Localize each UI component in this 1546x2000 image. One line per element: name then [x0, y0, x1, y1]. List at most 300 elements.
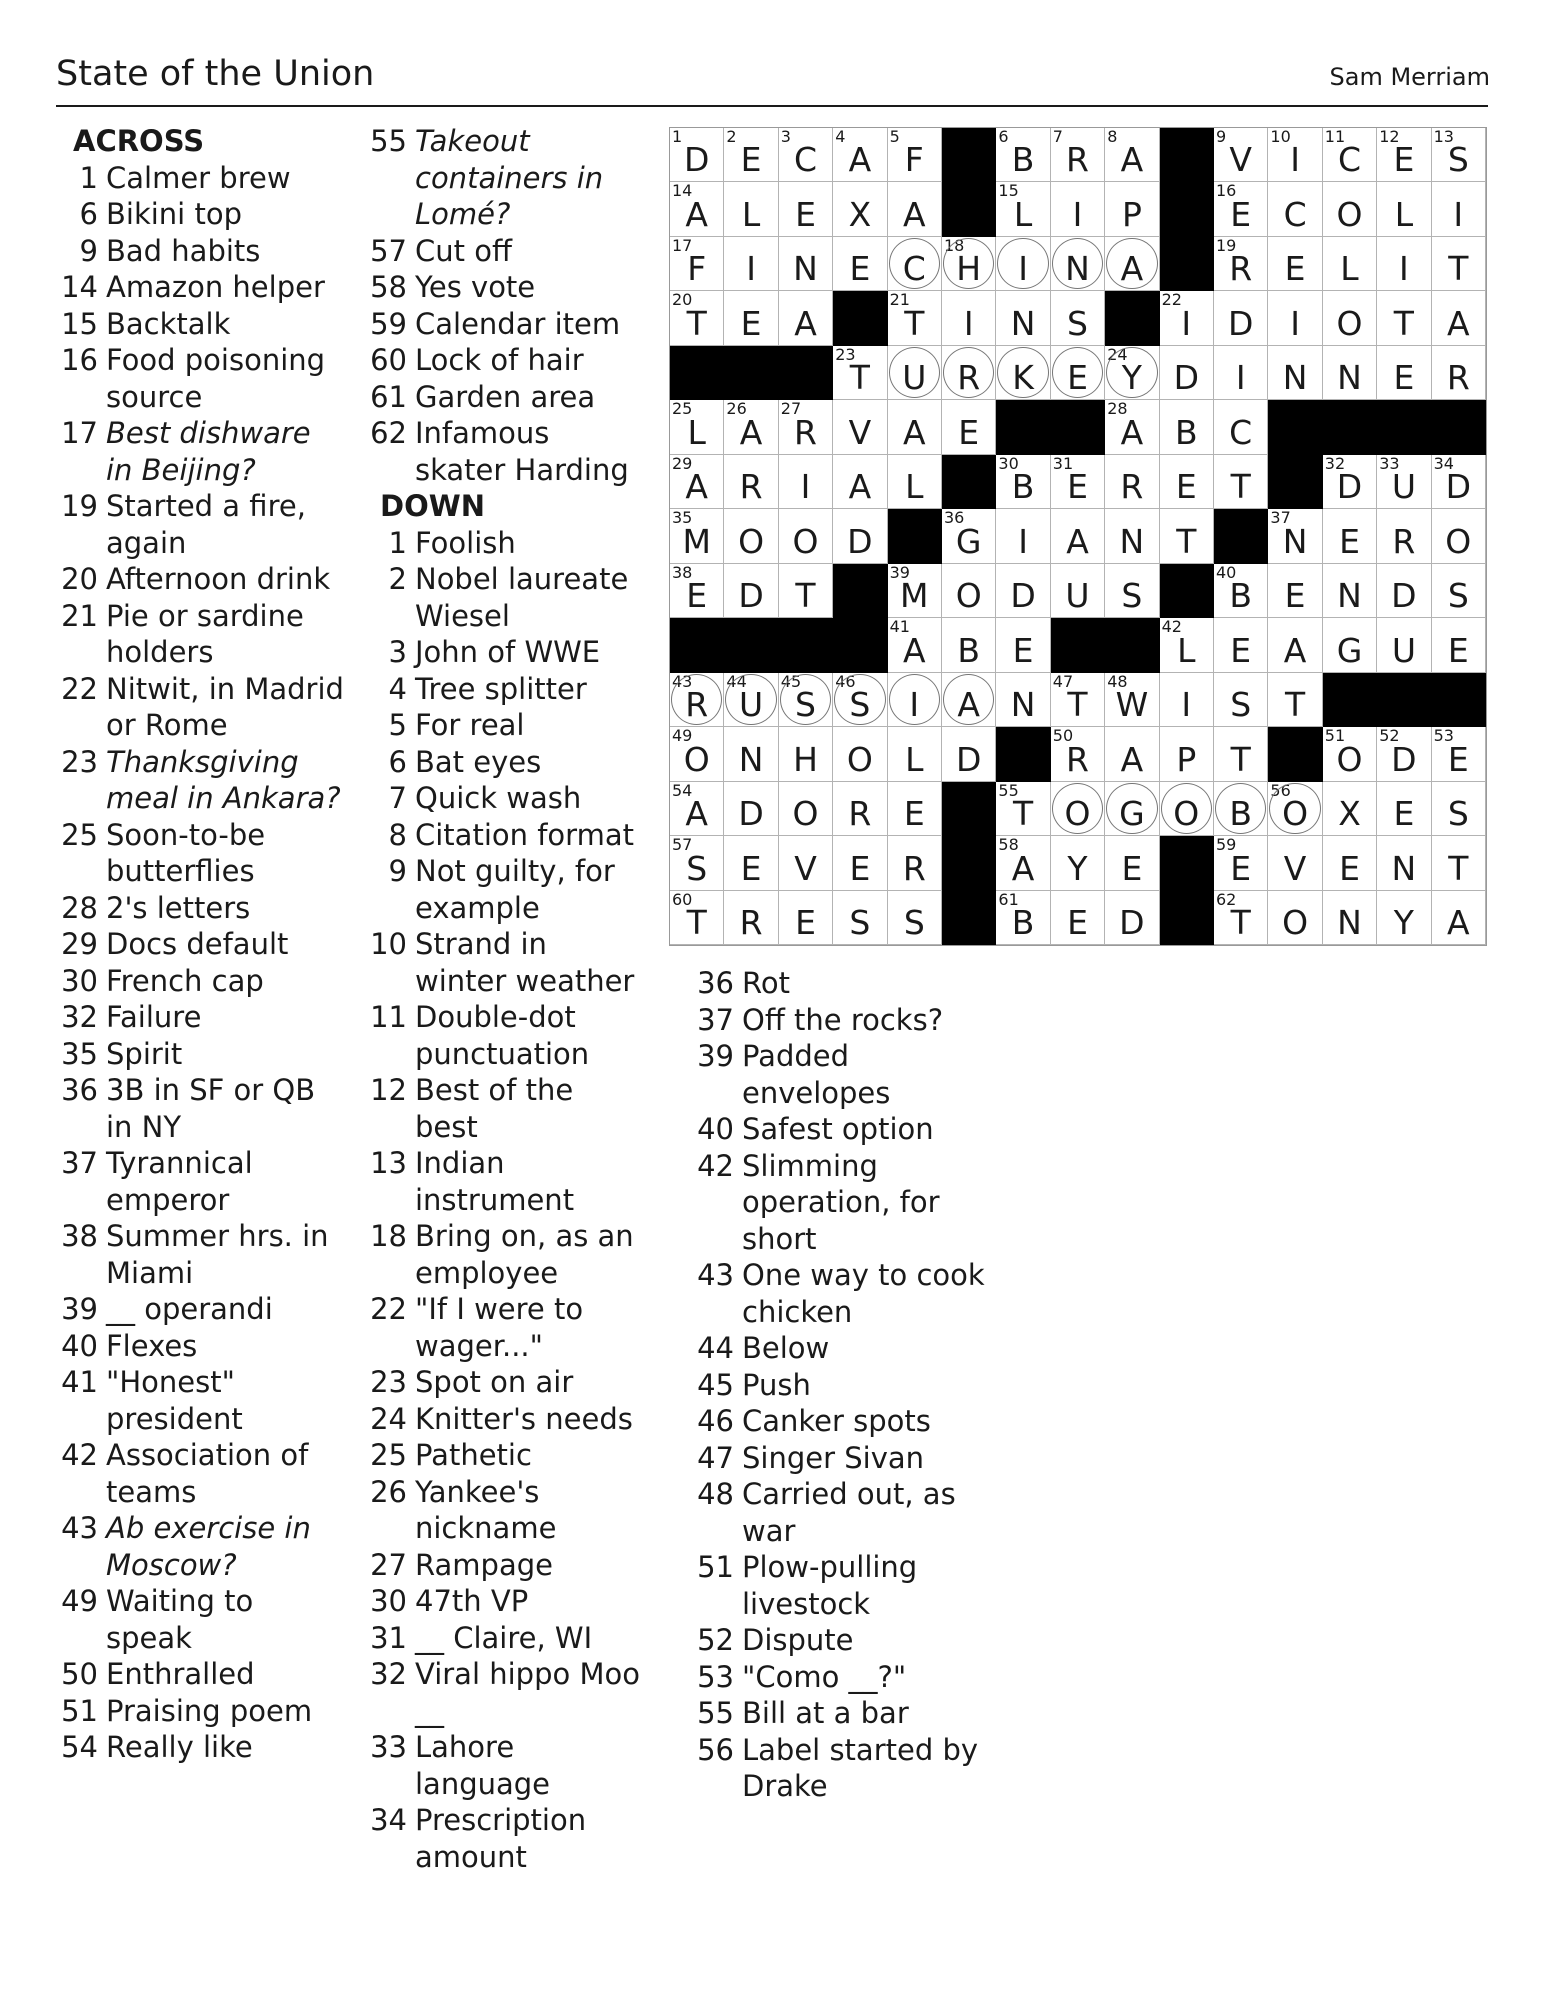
cell-letter: L — [1394, 194, 1414, 234]
grid-cell[interactable] — [1160, 291, 1214, 345]
grid-cell[interactable] — [1214, 727, 1268, 781]
grid-cell[interactable] — [1051, 182, 1105, 236]
across-clue-41 — [56, 1364, 346, 1437]
grid-cell[interactable] — [1214, 891, 1268, 945]
cell-letter: D — [683, 140, 710, 180]
grid-cell[interactable] — [1105, 128, 1159, 182]
grid-cell[interactable] — [942, 673, 996, 727]
grid-cell[interactable] — [833, 509, 887, 563]
grid-cell[interactable] — [1268, 182, 1322, 236]
cell-number: 5 — [889, 127, 900, 146]
cell-letter: K — [1012, 358, 1034, 398]
grid-cell[interactable] — [1214, 618, 1268, 672]
grid-cell[interactable] — [1377, 891, 1431, 945]
grid-cell[interactable] — [1268, 291, 1322, 345]
cell-letter: U — [1065, 576, 1090, 616]
grid-cell[interactable] — [670, 891, 724, 945]
grid-cell[interactable] — [1214, 182, 1268, 236]
grid-cell[interactable] — [1214, 346, 1268, 400]
grid-cell[interactable] — [996, 782, 1050, 836]
grid-cell[interactable] — [724, 564, 778, 618]
cell-letter: E — [1393, 140, 1415, 180]
clue-text: Amazon helper — [106, 270, 325, 304]
grid-cell[interactable] — [1323, 782, 1377, 836]
grid-cell[interactable] — [779, 782, 833, 836]
across-clue-43 — [56, 1510, 346, 1583]
cell-number: 40 — [1216, 562, 1237, 582]
grid-cell[interactable] — [1051, 782, 1105, 836]
clue-text: Praising poem — [106, 1693, 313, 1728]
grid-cell[interactable] — [724, 400, 778, 454]
grid-cell[interactable] — [1105, 509, 1159, 563]
cell-letter: E — [795, 903, 816, 942]
grid-cell[interactable] — [1160, 673, 1214, 727]
grid-cell[interactable] — [1214, 836, 1268, 890]
grid-cell[interactable] — [670, 509, 724, 563]
grid-cell[interactable] — [724, 182, 778, 236]
grid-cell[interactable] — [724, 291, 778, 345]
clue-number: 40 — [61, 1328, 98, 1363]
grid-cell[interactable] — [888, 782, 942, 836]
grid-cell[interactable] — [833, 455, 887, 509]
cell-number: 3 — [780, 127, 791, 146]
cell-letter: P — [1176, 739, 1197, 779]
cell-number: 28 — [1107, 399, 1128, 419]
grid-cell[interactable] — [1323, 237, 1377, 291]
black-square — [1268, 727, 1322, 781]
clue-text: Carried out, as war — [742, 1477, 956, 1548]
down-clue-10 — [365, 926, 645, 999]
cell-letter: I — [1181, 685, 1192, 725]
grid-cell[interactable] — [1214, 128, 1268, 182]
grid-cell[interactable] — [1323, 346, 1377, 400]
cell-number: 34 — [1433, 453, 1454, 473]
grid-cell[interactable] — [1432, 128, 1486, 182]
grid-cell[interactable] — [724, 891, 778, 945]
grid-cell[interactable] — [1105, 455, 1159, 509]
cell-letter: U — [1391, 630, 1416, 670]
grid-cell[interactable] — [1105, 727, 1159, 781]
across-clue-59 — [365, 306, 645, 343]
grid-cell[interactable] — [888, 727, 942, 781]
grid-cell[interactable] — [779, 128, 833, 182]
cell-letter: O — [846, 739, 873, 779]
clue-text: One way to cook chicken — [742, 1258, 985, 1329]
grid-cell[interactable] — [1432, 182, 1486, 236]
grid-cell[interactable] — [942, 727, 996, 781]
grid-cell[interactable] — [996, 836, 1050, 890]
grid-cell[interactable] — [833, 673, 887, 727]
grid-cell[interactable] — [670, 836, 724, 890]
grid-cell[interactable] — [1323, 128, 1377, 182]
cell-letter: W — [1115, 685, 1149, 725]
grid-cell[interactable] — [1377, 291, 1431, 345]
clue-text: Garden area — [415, 379, 596, 414]
grid-cell[interactable] — [996, 128, 1050, 182]
cell-letter: D — [738, 576, 764, 616]
clue-number: 57 — [370, 233, 407, 268]
grid-cell[interactable] — [942, 400, 996, 454]
cell-letter: B — [957, 630, 981, 670]
cell-number: 48 — [1107, 671, 1128, 691]
grid-cell[interactable] — [1377, 455, 1431, 509]
grid-cell[interactable] — [724, 237, 778, 291]
cell-letter: S — [1447, 794, 1469, 834]
grid-cell[interactable] — [1051, 346, 1105, 400]
grid-cell[interactable] — [1105, 400, 1159, 454]
grid-cell[interactable] — [1105, 836, 1159, 890]
grid-cell[interactable] — [1432, 564, 1486, 618]
cell-letter: S — [795, 685, 816, 725]
cell-letter: R — [1066, 739, 1089, 779]
grid-cell[interactable] — [1214, 237, 1268, 291]
cell-letter: A — [794, 303, 817, 343]
grid-cell[interactable] — [833, 237, 887, 291]
grid-cell[interactable] — [1214, 291, 1268, 345]
grid-cell[interactable] — [833, 400, 887, 454]
cell-number: 47 — [1052, 671, 1074, 691]
clue-number: 6 — [388, 744, 407, 779]
clue-number: 32 — [370, 1657, 407, 1691]
grid-cell[interactable] — [996, 509, 1050, 563]
grid-cell[interactable] — [1105, 782, 1159, 836]
grid-cell[interactable] — [1432, 455, 1486, 509]
clue-number: 60 — [370, 343, 407, 377]
cell-letter: N — [1119, 521, 1145, 561]
grid-cell[interactable] — [670, 182, 724, 236]
cell-letter: O — [1282, 794, 1309, 834]
grid-cell[interactable] — [833, 891, 887, 945]
clue-number: 3 — [388, 635, 407, 669]
grid-cell[interactable] — [1051, 564, 1105, 618]
grid-cell[interactable] — [1105, 182, 1159, 236]
grid-cell[interactable] — [1377, 237, 1431, 291]
clue-number: 7 — [388, 781, 407, 815]
clue-number: 33 — [370, 1730, 407, 1764]
grid-cell[interactable] — [724, 128, 778, 182]
grid-cell[interactable] — [996, 346, 1050, 400]
grid-cell[interactable] — [1432, 509, 1486, 563]
grid-cell[interactable] — [779, 727, 833, 781]
grid-cell[interactable] — [1051, 128, 1105, 182]
grid-cell[interactable] — [1160, 782, 1214, 836]
cell-letter: O — [1282, 903, 1309, 942]
grid-cell[interactable] — [942, 291, 996, 345]
cell-number: 2 — [726, 127, 737, 146]
cell-letter: U — [902, 358, 927, 398]
grid-cell[interactable] — [1268, 836, 1322, 890]
cell-letter: E — [849, 848, 871, 888]
grid-cell[interactable] — [724, 455, 778, 509]
cell-letter: N — [1010, 685, 1036, 725]
cell-letter: O — [955, 576, 982, 616]
grid-cell[interactable] — [888, 564, 942, 618]
grid-cell[interactable] — [1051, 237, 1105, 291]
grid-cell[interactable] — [1323, 182, 1377, 236]
grid-cell[interactable] — [779, 291, 833, 345]
grid-cell[interactable] — [1432, 891, 1486, 945]
clue-number: 2 — [388, 562, 407, 596]
clue-text: Soon-to-be butterflies — [106, 817, 266, 888]
cell-letter: S — [903, 903, 925, 942]
cell-letter: D — [955, 739, 982, 779]
grid-cell[interactable] — [1268, 509, 1322, 563]
grid-cell[interactable] — [779, 237, 833, 291]
grid-cell[interactable] — [1160, 400, 1214, 454]
grid-cell[interactable] — [833, 128, 887, 182]
grid-cell[interactable] — [888, 182, 942, 236]
clue-text: Slimming operation, for short — [742, 1148, 940, 1256]
grid-cell[interactable] — [1051, 891, 1105, 945]
grid-cell[interactable] — [1323, 727, 1377, 781]
grid-cell[interactable] — [1377, 564, 1431, 618]
grid-cell[interactable] — [888, 128, 942, 182]
down-clue-7 — [365, 780, 645, 817]
grid-cell[interactable] — [1377, 128, 1431, 182]
grid-cell[interactable] — [996, 237, 1050, 291]
cell-letter: I — [1072, 194, 1083, 234]
across-clue-22 — [56, 671, 346, 744]
grid-cell[interactable] — [779, 455, 833, 509]
grid-cell[interactable] — [942, 346, 996, 400]
clue-number: 22 — [61, 671, 98, 706]
grid-cell[interactable] — [888, 891, 942, 945]
grid-cell[interactable] — [1377, 182, 1431, 236]
grid-cell[interactable] — [1051, 727, 1105, 781]
grid-cell[interactable] — [1105, 237, 1159, 291]
grid-cell[interactable] — [779, 673, 833, 727]
cell-letter: L — [905, 467, 924, 507]
grid-cell[interactable] — [1051, 673, 1105, 727]
black-square — [1160, 182, 1214, 236]
grid-cell[interactable] — [1432, 618, 1486, 672]
grid-cell[interactable] — [779, 182, 833, 236]
grid-cell[interactable] — [1268, 618, 1322, 672]
cell-letter: O — [738, 521, 765, 561]
across-clue-62 — [365, 415, 645, 488]
grid-cell[interactable] — [1323, 455, 1377, 509]
grid-cell[interactable] — [888, 237, 942, 291]
grid-cell[interactable] — [1432, 727, 1486, 781]
cell-letter: R — [1066, 140, 1089, 180]
grid-cell[interactable] — [1268, 237, 1322, 291]
grid-cell[interactable] — [779, 509, 833, 563]
cell-letter: I — [1018, 521, 1028, 561]
grid-cell[interactable] — [942, 509, 996, 563]
grid-cell[interactable] — [779, 564, 833, 618]
grid-cell[interactable] — [1377, 782, 1431, 836]
grid-cell[interactable] — [996, 618, 1050, 672]
grid-cell[interactable] — [888, 346, 942, 400]
grid-cell[interactable] — [996, 564, 1050, 618]
grid-cell[interactable] — [779, 836, 833, 890]
grid-cell[interactable] — [1323, 618, 1377, 672]
grid-cell[interactable] — [888, 673, 942, 727]
grid-cell[interactable] — [942, 618, 996, 672]
grid-cell[interactable] — [833, 836, 887, 890]
grid-cell[interactable] — [1432, 237, 1486, 291]
cell-letter: I — [746, 249, 756, 289]
cell-letter: A — [1447, 303, 1470, 343]
clue-text: "Honest" president — [106, 1365, 243, 1436]
grid-cell[interactable] — [670, 727, 724, 781]
cell-letter: R — [848, 794, 872, 834]
grid-cell[interactable] — [888, 455, 942, 509]
grid-cell[interactable] — [1323, 564, 1377, 618]
grid-cell[interactable] — [724, 782, 778, 836]
grid-cell[interactable] — [1051, 509, 1105, 563]
grid-cell[interactable] — [888, 400, 942, 454]
grid-cell[interactable] — [833, 727, 887, 781]
grid-cell[interactable] — [888, 291, 942, 345]
grid-cell[interactable] — [1160, 509, 1214, 563]
grid-cell[interactable] — [1377, 727, 1431, 781]
grid-cell[interactable] — [1268, 128, 1322, 182]
grid-cell[interactable] — [1268, 564, 1322, 618]
cell-letter: O — [1064, 794, 1091, 834]
grid-cell[interactable] — [1377, 618, 1431, 672]
grid-cell[interactable] — [779, 891, 833, 945]
clue-number: 25 — [61, 817, 98, 852]
clue-number: 51 — [61, 1693, 98, 1728]
grid-cell[interactable] — [1323, 891, 1377, 945]
black-square — [724, 346, 778, 400]
grid-cell[interactable] — [724, 727, 778, 781]
grid-cell[interactable] — [670, 400, 724, 454]
grid-cell[interactable] — [670, 455, 724, 509]
grid-cell[interactable] — [724, 836, 778, 890]
grid-cell[interactable] — [833, 182, 887, 236]
grid-cell[interactable] — [1214, 564, 1268, 618]
cell-number: 26 — [726, 399, 747, 419]
grid-cell[interactable] — [996, 673, 1050, 727]
clue-number: 30 — [370, 1584, 407, 1618]
grid-cell[interactable] — [942, 237, 996, 291]
grid-cell[interactable] — [1051, 291, 1105, 345]
grid-cell[interactable] — [1323, 291, 1377, 345]
grid-cell[interactable] — [670, 673, 724, 727]
cell-number: 18 — [944, 235, 965, 255]
cell-letter: N — [1282, 358, 1308, 398]
grid-cell[interactable] — [1160, 618, 1214, 672]
grid-cell[interactable] — [1214, 400, 1268, 454]
clue-text: Foolish — [415, 525, 516, 560]
clue-number: 13 — [370, 1146, 407, 1180]
cell-letter: V — [1283, 848, 1307, 888]
black-square — [1377, 400, 1431, 454]
grid-cell[interactable] — [1214, 782, 1268, 836]
grid-cell[interactable] — [1268, 673, 1322, 727]
cell-letter: T — [1013, 794, 1034, 834]
grid-cell[interactable] — [888, 618, 942, 672]
grid-cell[interactable] — [1268, 782, 1322, 836]
grid-cell[interactable] — [670, 564, 724, 618]
grid-cell[interactable] — [1323, 836, 1377, 890]
cell-letter: T — [904, 303, 925, 343]
cell-letter: C — [1283, 194, 1307, 234]
grid-cell[interactable] — [670, 291, 724, 345]
grid-cell[interactable] — [1214, 455, 1268, 509]
cell-number: 36 — [944, 508, 965, 528]
cell-letter: R — [685, 685, 709, 725]
down-clue-4 — [365, 671, 645, 708]
grid-cell[interactable] — [1432, 346, 1486, 400]
cell-letter: O — [792, 521, 819, 561]
grid-cell[interactable] — [1268, 891, 1322, 945]
grid-cell[interactable] — [1105, 346, 1159, 400]
cell-number: 57 — [672, 835, 693, 855]
down-clue-32 — [365, 1656, 645, 1729]
grid-cell[interactable] — [1160, 727, 1214, 781]
clue-text: Bad habits — [106, 233, 261, 268]
cell-letter: B — [1011, 903, 1035, 942]
grid-cell[interactable] — [996, 891, 1050, 945]
grid-cell[interactable] — [1377, 836, 1431, 890]
grid-cell[interactable] — [1377, 509, 1431, 563]
grid-cell[interactable] — [942, 564, 996, 618]
grid-cell[interactable] — [1432, 782, 1486, 836]
grid-cell[interactable] — [1432, 291, 1486, 345]
grid-cell[interactable] — [724, 673, 778, 727]
grid-cell[interactable] — [724, 509, 778, 563]
clue-text: Double-dot punctuation — [415, 1000, 590, 1071]
grid-cell[interactable] — [833, 782, 887, 836]
grid-cell[interactable] — [996, 455, 1050, 509]
clue-number: 27 — [370, 1547, 407, 1582]
grid-cell[interactable] — [996, 182, 1050, 236]
down-clue-51 — [692, 1549, 1002, 1622]
grid-cell[interactable] — [1051, 455, 1105, 509]
grid-cell[interactable] — [670, 237, 724, 291]
down-clue-24 — [365, 1401, 645, 1438]
grid-cell[interactable] — [779, 400, 833, 454]
grid-cell[interactable] — [996, 291, 1050, 345]
grid-cell[interactable] — [1105, 673, 1159, 727]
grid-cell[interactable] — [1160, 346, 1214, 400]
down-clue-list-continued — [692, 965, 1002, 1805]
grid-cell[interactable] — [888, 836, 942, 890]
across-clue-61 — [365, 379, 645, 416]
cell-letter: E — [740, 848, 762, 888]
grid-cell[interactable] — [833, 346, 887, 400]
grid-cell[interactable] — [1432, 836, 1486, 890]
cell-letter: S — [1230, 685, 1252, 725]
grid-cell[interactable] — [670, 782, 724, 836]
cell-letter: N — [793, 249, 818, 289]
cell-letter: N — [738, 739, 764, 779]
clue-number: 45 — [697, 1367, 734, 1402]
down-clue-30 — [365, 1583, 645, 1620]
grid-cell[interactable] — [1377, 346, 1431, 400]
cell-letter: I — [1018, 249, 1028, 289]
grid-cell[interactable] — [1160, 455, 1214, 509]
grid-cell[interactable] — [670, 128, 724, 182]
across-clue-30 — [56, 963, 346, 1000]
grid-cell[interactable] — [1323, 509, 1377, 563]
cell-number: 12 — [1379, 127, 1400, 146]
clue-text: Docs default — [106, 927, 289, 961]
grid-cell[interactable] — [1214, 673, 1268, 727]
grid-cell[interactable] — [1105, 891, 1159, 945]
grid-cell[interactable] — [1268, 346, 1322, 400]
down-clue-5 — [365, 707, 645, 744]
grid-cell[interactable] — [1051, 836, 1105, 890]
clue-text: Strand in winter weather — [415, 927, 635, 998]
down-clue-list — [365, 525, 645, 1876]
grid-cell[interactable] — [1105, 564, 1159, 618]
cell-number: 11 — [1324, 127, 1346, 146]
clue-number: 25 — [370, 1438, 407, 1472]
